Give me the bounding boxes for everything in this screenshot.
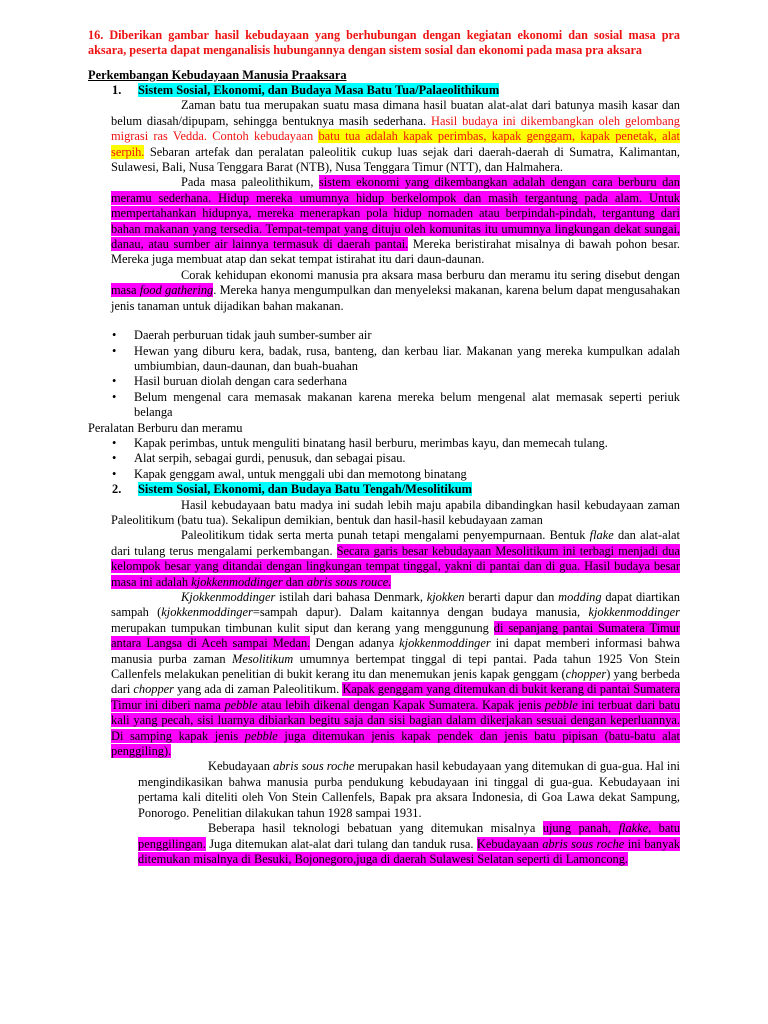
- p3-highlight-italic: food gathering: [139, 283, 214, 298]
- list-item: • Hewan yang diburu kera, badak, rusa, banteng, dan kerbau liar. Makanan yang mereka kumpulkan adalah umbiumbian, daun-daunan, dan buah-buahan: [88, 344, 680, 375]
- question-text: 16. Diberikan gambar hasil kebudayaan yang berhubungan dengan kegiatan ekonomi dan sosial masa pra aksara, peserta dapat menganalisis hubungannya dengan sistem sosial dan ekonomi pada masa pra aksara: [88, 28, 680, 57]
- p5-text-c: dan alat-alat dari tulang terus mengalami perkembangan.: [111, 528, 680, 558]
- paragraph-3: [88, 268, 680, 314]
- list-item: • Daerah perburuan tidak jauh sumber-sumber air: [88, 328, 680, 343]
- list-item: • Hasil buruan diolah dengan cara sederhana: [88, 374, 680, 389]
- p8-g: abris sous roche: [542, 836, 625, 851]
- p6-h: =sampah dapur). Dalam kaitannya dengan budaya manusia,: [252, 605, 589, 620]
- p8-f: Kebudayaan: [476, 836, 543, 851]
- p2-highlight-b: sistem ekonomi yang dikembangkan adalah dengan cara berburu dan meramu sederhana. Hidup mereka umumnya hidup berkelompok dan masih tergantung pada alam. Untuk mempertahankan hidupnya, mereka menerapkan pola hidup nomaden atau berpindah-pindah, tergantung dari bahan makanan yang tersedia. Tempat-tempat yang dituju oleh komunitas itu umumnya lingkungan dekat sungai, danau, atau sumber air lainnya termasuk di daerah pantai.: [111, 175, 680, 252]
- bullet-list-1: [88, 328, 680, 420]
- p6-m: kjokkenmoddinger: [399, 636, 491, 651]
- p6-f: dapat diartikan sampah (: [111, 590, 680, 620]
- p6-x: pebble: [544, 697, 578, 712]
- p5-text-a: Paleolitikum tidak serta merta punah tetapi mengalami penyempurnaan. Bentuk: [181, 528, 590, 543]
- paragraph-6: [88, 590, 680, 759]
- list-item: • Kapak genggam awal, untuk menggali ubi dan memotong binatang: [88, 467, 680, 482]
- p6-r: ) yang berbeda dari: [111, 667, 681, 697]
- p1-text-a: Zaman batu tua merupakan suatu masa dimana hasil buatan alat-alat dari batunya masih kasar dan belum diasah/dipupam, sehingga bentuknya masih sederhana.: [111, 98, 680, 128]
- paragraph-2: [88, 175, 680, 267]
- p6-b: istilah dari bahasa Denmark,: [275, 590, 427, 604]
- p6-u: Kapak genggam yang ditemukan di bukit kerang di pantai Sumatera Timur ini diberi nama: [111, 682, 680, 712]
- p2-text-c: Mereka beristirahat misalnya di bawah pohon besar. Mereka juga membuat atap dan sekat tempat istirahat itu dari daun-daunan.: [111, 237, 681, 267]
- p3-highlight-word: masa: [111, 283, 140, 298]
- p3-text-c: . Mereka hanya mengumpulkan dan menyeleksi makanan, karena belum dapat mengusahakan jenis tanaman untuk dijadikan bahan makanan.: [111, 283, 681, 313]
- p7-b: abris sous roche: [273, 759, 355, 774]
- p6-c: kjokken: [426, 590, 465, 604]
- p6-j: merupakan tumpukan timbunan kulit siput dan kerang yang menggunung: [111, 620, 494, 635]
- spacer: [88, 314, 680, 328]
- p1-text-d: Sebaran artefak dan peralatan paleolitik cukup luas sejak dari daerah-daerah di Sumatra, Kalimantan, Sulawesi, Bali, Nusa Tenggara Barat (NTB), Nusa Tenggara Timur (NTT), dan Halmahera.: [111, 144, 680, 175]
- p3-highlight: [111, 283, 213, 297]
- p6-p: umumnya bertempat tinggal di tepi pantai. Pada tahun 1925 Von Stein Callenfels melakukan penelitian di bukit kerang itu dan menemukan jenis kapak genggam (: [111, 651, 680, 682]
- p6-a: Kjokkenmoddinger: [181, 590, 276, 604]
- p5-highlight-e: kjokkenmoddinger: [191, 574, 283, 589]
- list-item: • Belum mengenal cara memasak makanan karena mereka belum mengenal alat memasak seperti periuk belanga: [88, 390, 680, 421]
- p5-highlight-f: dan: [282, 574, 307, 589]
- p6-g: kjokkenmoddinger: [161, 605, 253, 620]
- bullet-list-2: [88, 436, 680, 482]
- paragraph-1: [88, 98, 680, 175]
- p6-z2: juga ditemukan jenis kapak pendek dan jenis batu pipisan (batu-batu alat penggiling).: [111, 728, 680, 759]
- heading-1-title: Sistem Sosial, Ekonomi, dan Budaya Masa Batu Tua/Palaeolithikum: [138, 83, 500, 97]
- p6-v: pebble: [224, 697, 258, 712]
- p6-i: kjokkenmoddinger: [588, 605, 680, 620]
- paragraph-8: [88, 821, 680, 867]
- p8-c: flakke: [618, 821, 649, 836]
- section-title: Perkembangan Kebudayaan Manusia Praaksara: [88, 67, 347, 82]
- paragraph-7: [88, 759, 680, 821]
- paragraph-4: Hasil kebudayaan batu madya ini sudah lebih maju apabila dibandingkan hasil kebudayaan zaman Paleolitikum (batu tua). Sekalipun demikian, bentuk dan hasil-hasil kebudayaan zaman: [111, 497, 680, 527]
- heading-2-number: 2.: [112, 482, 122, 497]
- list-item: • Kapak perimbas, untuk menguliti binatang hasil berburu, merimbas kayu, dan memecah tulang.: [88, 436, 680, 451]
- p6-z: pebble: [244, 728, 278, 743]
- p5-italic-b: flake: [589, 528, 614, 543]
- p5-highlight-d: Secara garis besar kebudayaan Mesolitikum ini terbagi menjadi dua kelompok besar yang ditandai dengan lingkungan tempat tinggal, yakni di pantai dan di gua. Hasil budaya besar masa ini adalah: [111, 543, 681, 589]
- heading-2-title: Sistem Sosial, Ekonomi, dan Budaya Batu Tengah/Mesolitikum: [138, 482, 472, 497]
- p6-y: ini terbuat dari batu kali yang pecah, sisi luarnya dibiarkan begitu saja dan sisi bagian dalam dikerjakan sesuai dengan keperluannya. Di samping kapak jenis: [111, 697, 680, 743]
- paragraph-5: [88, 528, 680, 590]
- heading-1: [112, 83, 680, 98]
- p6-l: Dengan adanya: [310, 636, 400, 651]
- heading-2: [112, 482, 680, 497]
- p6-n: ini dapat memberi informasi bahwa manusia purba zaman: [111, 636, 680, 666]
- p1-text-b: Hasil budaya ini dikembangkan oleh gelombang migrasi ras Vedda. Contoh kebudayaan: [111, 113, 681, 144]
- p7-c: merupakan hasil kebudayaan yang ditemukan di gua-gua. Hal ini mengindikasikan bahwa manusia purba pendukung kebudayaan ini tinggal di gua-gua. Kebudayaan ini pertama kali diteliti oleh Von Stein Callenfels, Bapak pra aksara Indonesia, di Goa Lawa dekat Sampung, Ponorogo. Penelitian dilakukan tahun 1928 sampai 1931.: [138, 759, 680, 820]
- p6-o: Mesolitikum: [232, 651, 294, 666]
- p2-text-a: Pada masa paleolithikum,: [181, 175, 319, 190]
- p6-q: chopper: [565, 667, 607, 682]
- p8-d: , batu penggilingan.: [138, 821, 681, 851]
- p6-e: modding: [558, 590, 602, 604]
- p6-s: chopper: [133, 682, 174, 697]
- p6-highlight-k: di sepanjang pantai Sumatera Timur antara Langsa di Aceh sampai Medan.: [111, 620, 680, 651]
- list-item: • Alat serpih, sebagai gurdi, penusuk, dan sebagai pisau.: [88, 451, 680, 466]
- p8-b: ujung panah,: [542, 821, 619, 836]
- p6-d: berarti dapur dan: [464, 590, 559, 604]
- p6-t: yang ada di zaman Paleolitikum.: [173, 682, 343, 697]
- p5-highlight-g: abris sous rouce.: [306, 574, 392, 589]
- p1-highlight-c: batu tua adalah kapak perimbas, kapak genggam, kapak penetak, alat serpih.: [111, 129, 680, 159]
- p3-text-a: Corak kehidupan ekonomi manusia pra aksara masa berburu dan meramu itu sering disebut dengan: [181, 267, 680, 282]
- p8-h: ini banyak ditemukan misalnya di Besuki, Bojonegoro,juga di daerah Sulawesi Selatan seperti di Lamoncong.: [138, 836, 680, 866]
- p6-w: atau lebih dikenal dengan Kapak Sumatera. Kapak jenis: [257, 697, 545, 712]
- p8-a: Beberapa hasil teknologi bebatuan yang ditemukan misalnya: [208, 821, 543, 836]
- p7-a: Kebudayaan: [208, 759, 274, 774]
- heading-1-number: 1.: [112, 83, 122, 97]
- p8-e: Juga ditemukan alat-alat dari tulang dan tanduk rusa.: [205, 836, 477, 851]
- tools-title: Peralatan Berburu dan meramu: [88, 420, 243, 435]
